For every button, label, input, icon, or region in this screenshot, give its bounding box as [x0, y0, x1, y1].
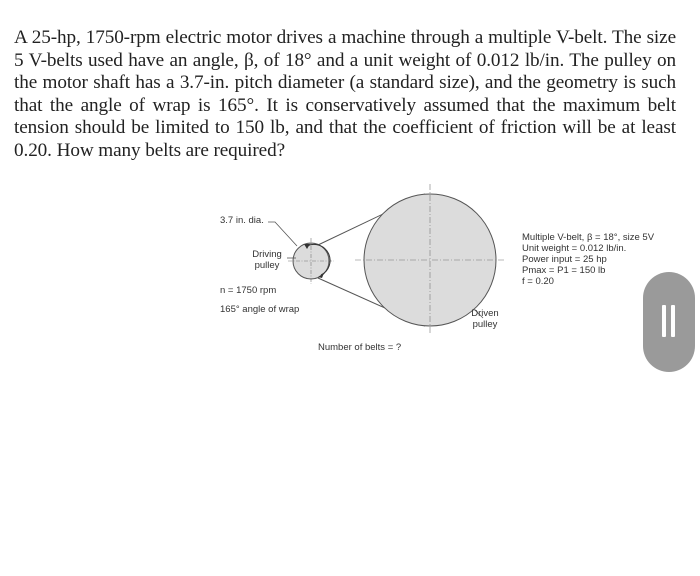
driven-label-line2: pulley [472, 319, 498, 330]
wrap-angle-label: 165° angle of wrap [220, 304, 300, 315]
side-scroll-handle[interactable] [643, 272, 695, 372]
driving-pulley-label [244, 249, 290, 271]
spec-unit-weight: Unit weight = 0.012 lb/in. [522, 243, 627, 254]
diameter-label: 3.7 in. dia. [220, 215, 264, 226]
problem-text: A 25-hp, 1750-rpm electric motor drives a machine through a multiple V-belt. The size 5 V-belts used have an angle, β, of 18° and a unit weight of 0.012 lb/in. The pulley on the motor shaft has a 3.7-in. pitch diameter (a standard size), and the geometry is such that the angle of wrap is 165°. It is conservatively assumed that the maximum belt tension should be limited to 150 lb, and that the coefficient of friction will be at least 0.20. How many belts are required? [14, 27, 676, 161]
handle-grip-right [671, 305, 675, 337]
driven-label-line1: Driven [471, 308, 499, 319]
speed-label: n = 1750 rpm [220, 285, 277, 296]
diameter-leader [268, 222, 297, 246]
driving-label-line1: Driving [252, 249, 282, 260]
spec-belt: Multiple V-belt, β = 18°, size 5V [522, 232, 655, 243]
handle-grip-left [662, 305, 666, 337]
spec-friction: f = 0.20 [522, 276, 554, 287]
number-of-belts-label: Number of belts = ? [318, 342, 402, 353]
problem-statement [14, 27, 676, 162]
spec-power: Power input = 25 hp [522, 254, 607, 265]
spec-tension: Pmax = P1 = 150 lb [522, 265, 606, 276]
belt-drive-figure [200, 182, 700, 372]
specs-block [522, 232, 654, 287]
driven-pulley-label [462, 308, 508, 330]
driving-label-line2: pulley [254, 260, 280, 271]
